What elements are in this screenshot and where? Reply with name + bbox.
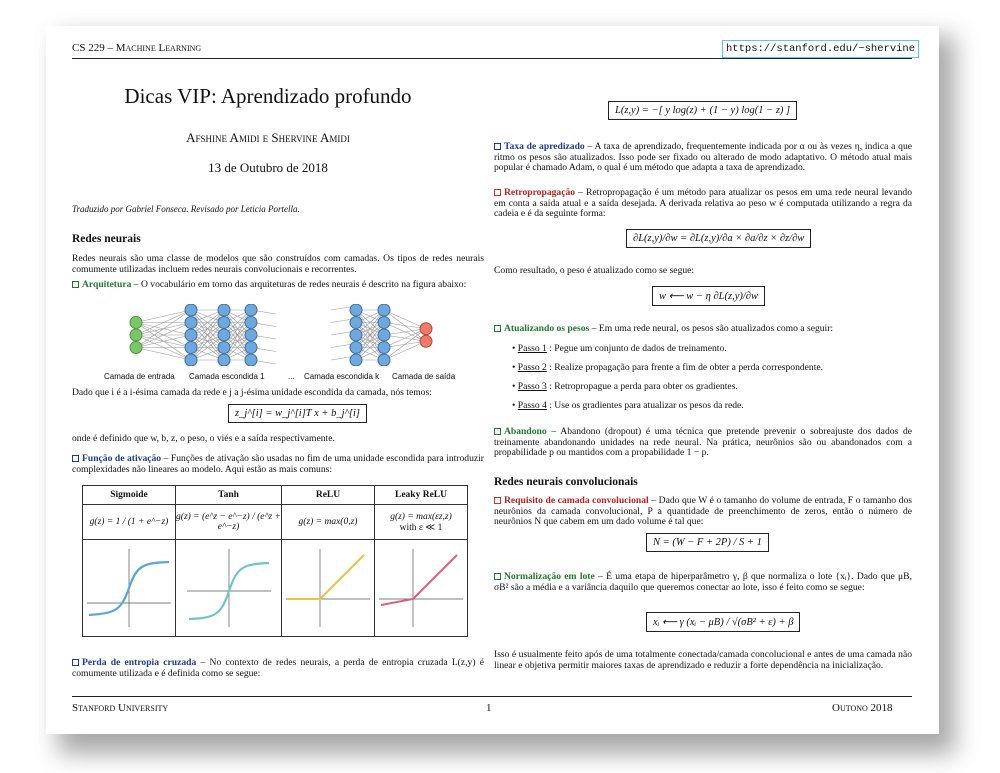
checkbox-bullet-icon <box>494 143 501 150</box>
nn-neuron <box>245 317 257 329</box>
nn-neuron <box>350 329 362 341</box>
nn-neuron <box>378 317 390 329</box>
keyword: Função de ativação <box>82 453 162 464</box>
formula-box <box>228 401 367 423</box>
checkbox-bullet-icon <box>72 281 79 288</box>
formula-box <box>652 284 765 306</box>
sigmoid-plot <box>83 541 175 633</box>
nn-neuron <box>218 304 230 316</box>
formula-box <box>608 98 797 120</box>
paragraph-text: – Dado que W é o tamanho do volume de entrada, F o tamanho dos neurônios da camada convolucional, P a quantidade de preenchimento de zeros, então o número de neurônios N que cabem em um dado volume é tal que: <box>494 495 912 528</box>
table-header: ReLU <box>282 486 375 505</box>
list-item: • Passo 1 : Pegue um conjunto de dados de treinamento. <box>512 343 727 354</box>
nn-label: Camada escondida 1 <box>189 372 265 381</box>
nn-label: ... <box>288 372 295 381</box>
update-formula: w ⟵ w − η ∂L(z,y)/∂w <box>652 286 765 306</box>
step-text: : Retropropague a perda para obter os gradientes. <box>546 381 738 392</box>
checkbox-bullet-icon <box>494 325 501 332</box>
nn-neuron <box>218 342 230 354</box>
dropout-paragraph <box>494 427 912 459</box>
table-cell-formula: g(z) = (e^z − e^−z) / (e^z + e^−z) <box>176 505 282 540</box>
nn-neuron <box>218 317 230 329</box>
paragraph-text: – O vocabulário em torno das arquiteturas de redes neurais é descrito na figura abaixo: <box>131 279 467 290</box>
step-text: : Use os gradientes para atualizar os pesos da rede. <box>546 400 744 411</box>
footer-right: Outono 2018 <box>832 702 893 714</box>
formula-z: z_j^[i] = w_j^[i]T x + b_j^[i] <box>228 404 367 423</box>
conv-formula: N = (W − F + 2P) / S + 1 <box>646 533 769 552</box>
course-header: CS 229 – Machine Learning <box>72 42 202 54</box>
leaky-formula: g(z) = max(εz,z) <box>390 511 452 522</box>
activation-table <box>82 485 468 637</box>
nn-neuron <box>245 304 257 316</box>
paragraph-text: – Abandono (dropout) é uma técnica que pretende prevenir o sobreajuste dos dados de treinamente abandonando unidades na rede neural. Na prática, neurônios são ou abandonados com a propabilidade p ou mantidos com a propabilidade 1 − p. <box>494 426 912 459</box>
table-cell-graph <box>375 540 468 637</box>
nn-neuron <box>378 304 390 316</box>
nn-neuron <box>130 329 142 341</box>
nn-neuron <box>350 317 362 329</box>
header-url-link[interactable]: https://stanford.edu/~shervine <box>722 40 919 58</box>
table-header: Leaky ReLU <box>375 486 468 505</box>
keyword: Taxa de apredizado <box>504 141 585 152</box>
formula-box <box>626 226 811 248</box>
nn-neuron <box>245 342 257 354</box>
nn-neuron <box>350 354 362 366</box>
formula-box <box>646 530 769 552</box>
batchnorm-paragraph <box>494 572 912 593</box>
bn-formula: xᵢ ⟵ γ (xᵢ − μB) / √(σB² + ε) + β <box>646 612 800 632</box>
checkbox-bullet-icon <box>494 428 501 435</box>
intro-paragraph: Redes neurais são uma classe de modelos que são construídos com camadas. Os tipos de redes neurais comumente utilizadas incluem redes neurais convolucionais e recorrentes. <box>72 253 484 275</box>
step-label: Passo 2 <box>517 362 547 373</box>
keyword: Normalização em lote <box>504 571 595 582</box>
paragraph-text: – A taxa de aprendizado, frequentemente indicada por α ou às vezes η, indica a que ritmo os pesos são atualizados. Isso pode ser fixado ou alterado de modo adaptativo. O método atual mais popular é chamado Adam, o qual é um método que adapta a taxa de aprendizado. <box>494 141 912 174</box>
nn-neuron <box>185 354 197 366</box>
header-rule <box>72 58 912 59</box>
relu-plot <box>282 541 374 633</box>
list-item: • Passo 4 : Use os gradientes para atualizar os pesos da rede. <box>512 400 744 411</box>
table-cell-graph <box>176 540 282 637</box>
architecture-paragraph <box>72 280 484 291</box>
nn-neuron <box>420 335 432 347</box>
table-header: Tanh <box>176 486 282 505</box>
tanh-plot <box>183 541 275 633</box>
backprop-paragraph <box>494 188 912 220</box>
paragraph-text: – Retropropagação é um método para atualizar os pesos em uma rede neural levando em conta a saída atual e a saída desejada. A derivada relativa ao peso w é computada utilizando a regra da cadeia e é da seguinte forma: <box>494 187 912 220</box>
formula-box <box>646 610 800 632</box>
nn-neuron <box>350 342 362 354</box>
table-cell-graph <box>83 540 176 637</box>
nn-label: Camada escondida k <box>304 372 380 381</box>
section-heading: Redes neurais convolucionais <box>494 476 638 488</box>
nn-neuron <box>350 304 362 316</box>
footer-rule <box>72 696 912 697</box>
doc-authors: Afshine Amidi e Shervine Amidi <box>186 130 350 145</box>
learning-rate-paragraph <box>494 142 912 174</box>
activation-paragraph <box>72 454 484 475</box>
nn-neuron <box>245 329 257 341</box>
nn-neuron <box>378 342 390 354</box>
nn-neuron <box>185 342 197 354</box>
paragraph-text: – No contexto de redes neurais, a perda de entropia cruzada L(z,y) é comumente utilizada e é definida como se segue: <box>72 657 485 679</box>
nn-label: Camada de entrada <box>104 372 175 381</box>
update-weights-paragraph <box>494 324 912 335</box>
step-label: Passo 3 <box>517 381 547 392</box>
checkbox-bullet-icon <box>494 189 501 196</box>
given-paragraph: Dado que i é a i-ésima camada da rede e j a j-ésima unidade escondida da camada, nós temos: <box>72 387 432 398</box>
nn-neuron <box>185 317 197 329</box>
nn-connection <box>136 310 191 323</box>
step-text: : Realize propagação para frente a fim de obter a perda correspondente. <box>546 362 824 373</box>
table-cell-graph <box>282 540 375 637</box>
nn-neuron <box>378 329 390 341</box>
result-text: Como resultado, o peso é atualizado como se segue: <box>494 265 695 276</box>
list-item: • Passo 2 : Realize propagação para frente a fim de obter a perda correspondente. <box>512 362 824 373</box>
section-heading: Redes neurais <box>72 233 141 245</box>
leaky-note: with ε ≪ 1 <box>399 522 443 533</box>
table-cell-formula <box>375 505 468 540</box>
chain-formula: ∂L(z,y)/∂w = ∂L(z,y)/∂a × ∂a/∂z × ∂z/∂w <box>626 229 811 248</box>
keyword: Retropropagação <box>504 187 576 198</box>
checkbox-bullet-icon <box>494 497 501 504</box>
nn-neuron <box>218 329 230 341</box>
leaky-relu-plot <box>375 541 467 633</box>
leaky-relu-curve <box>381 555 457 605</box>
relu-curve <box>288 555 364 599</box>
nn-neuron <box>185 329 197 341</box>
keyword: Requisito de camada convolucional <box>504 495 649 506</box>
nn-connection <box>136 310 191 348</box>
nn-neuron <box>218 354 230 366</box>
nn-neuron <box>378 354 390 366</box>
paragraph-text: – É uma etapa de hiperparâmetro γ, β que normaliza o lote {xᵢ}. Dado que μB, σB² são a média e a variância daquilo que queremos conectar ao lote, isso é feito como se segue: <box>494 571 912 593</box>
nn-neuron <box>245 354 257 366</box>
footer-left: Stanford University <box>72 702 169 714</box>
page-number: 1 <box>486 702 492 714</box>
bn-after-paragraph: Isso é usualmente feito após de uma totalmente conectada/camada concolucional e antes de uma camada não linear e objetiva permitir maiores taxas de aprendizado e reduzir a forte dependência na inicialização. <box>494 649 912 671</box>
keyword: Arquitetura <box>82 279 132 290</box>
conv-paragraph <box>494 496 912 528</box>
nn-neuron <box>185 304 197 316</box>
checkbox-bullet-icon <box>72 659 79 666</box>
translation-credit: Traduzido por Gabriel Fonseca. Revisado por Leticia Portella. <box>72 204 300 214</box>
nn-label: Camada de saída <box>392 372 456 381</box>
table-cell-formula: g(z) = 1 / (1 + e^−z) <box>83 505 176 540</box>
loss-formula: L(z,y) = −[ y log(z) + (1 − y) log(1 − z) ] <box>608 101 797 120</box>
nn-neuron <box>130 317 142 329</box>
list-item: • Passo 3 : Retropropague a perda para obter os gradientes. <box>512 381 738 392</box>
step-label: Passo 1 <box>517 343 547 354</box>
keyword: Perda de entropia cruzada <box>82 657 197 668</box>
table-cell-formula: g(z) = max(0,z) <box>282 505 375 540</box>
checkbox-bullet-icon <box>494 573 501 580</box>
neural-network-diagram <box>126 304 466 366</box>
doc-title: Dicas VIP: Aprendizado profundo <box>124 84 412 108</box>
checkbox-bullet-icon <box>72 455 79 462</box>
nn-connection <box>136 348 191 361</box>
where-paragraph: onde é definido que w, b, z, o peso, o viés e a saída respectivamente. <box>72 433 335 444</box>
paragraph-text: – Em uma rede neural, os pesos são atualizados como a seguir: <box>589 323 834 334</box>
nn-neuron <box>130 342 142 354</box>
doc-date: 13 de Outubro de 2018 <box>208 160 328 175</box>
step-label: Passo 4 <box>517 400 547 411</box>
document-page <box>46 26 939 734</box>
table-header: Sigmoide <box>83 486 176 505</box>
nn-neuron <box>420 323 432 335</box>
keyword: Atualizando os pesos <box>504 323 590 334</box>
keyword: Abandono <box>504 426 547 437</box>
paragraph-text: – Funções de ativação são usadas no fim de uma unidade escondida para introduzir complexidades não lineares ao modelo. Aqui estão as mais comuns: <box>72 453 484 475</box>
step-text: : Pegue um conjunto de dados de treinamento. <box>546 343 727 354</box>
cross-entropy-paragraph <box>72 658 484 679</box>
